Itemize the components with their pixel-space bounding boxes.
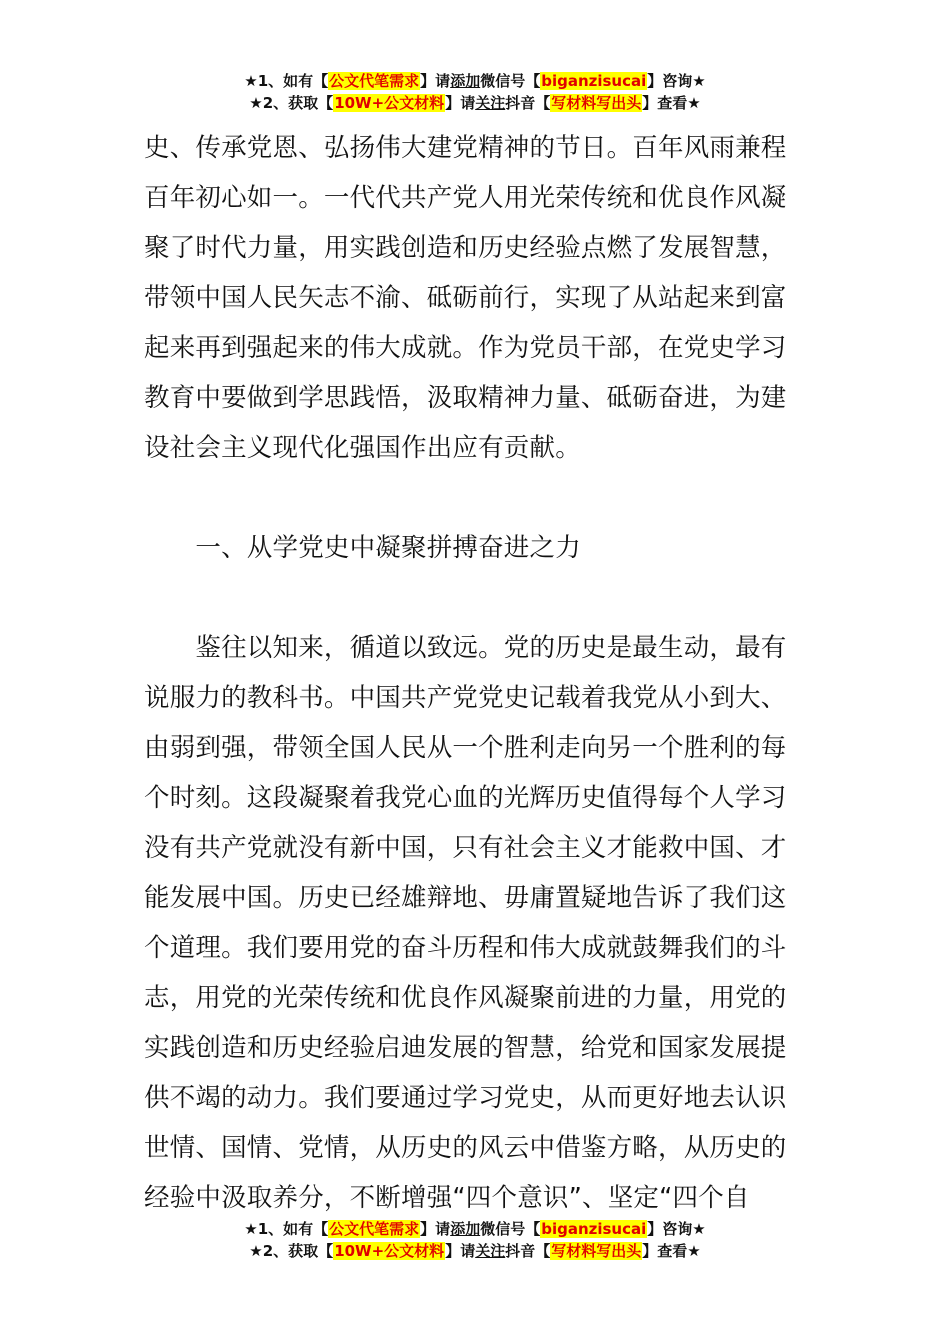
paragraph-line: 鉴往以知来，循道以致远。党的历史是最生动，最有 — [144, 633, 787, 663]
footer-line-1 — [0, 1218, 950, 1240]
footer-line-1-text-2: 微信号【 — [480, 1220, 541, 1238]
paragraph-line: 供不竭的动力。我们要通过学习党史，从而更好地去认识 — [144, 1083, 787, 1113]
header-line-1-underlined: 添加 — [450, 72, 481, 90]
paragraph-2 — [144, 623, 814, 1223]
header-line-1-prefix: ★1、如有【 — [244, 72, 329, 90]
footer-line-1-text: 】请 — [420, 1220, 451, 1238]
header-line-2-underlined: 关注 — [475, 94, 506, 112]
paragraph-line: 实践创造和历史经验启迪发展的智慧，给党和国家发展提 — [144, 1033, 787, 1063]
highlight-wechat-id: biganzisucai — [541, 1220, 647, 1238]
highlight-douyin-account: 写材料写出头 — [551, 94, 642, 112]
paragraph-1 — [144, 123, 814, 473]
footer-line-1-suffix: 】咨询★ — [647, 1220, 706, 1238]
paragraph-line: 由弱到强，带领全国人民从一个胜利走向另一个胜利的每 — [144, 733, 787, 763]
document-body — [144, 123, 814, 1223]
header-line-1-suffix: 】咨询★ — [647, 72, 706, 90]
header-banner — [0, 70, 950, 114]
header-line-2-text: 】请 — [445, 94, 476, 112]
paragraph-line: 世情、国情、党情，从历史的风云中借鉴方略，从历史的 — [144, 1133, 787, 1163]
highlight-materials: 10W+公文材料 — [334, 1242, 445, 1260]
paragraph-line: 能发展中国。历史已经雄辩地、毋庸置疑地告诉了我们这 — [144, 883, 787, 913]
footer-line-2-prefix: ★2、获取【 — [249, 1242, 334, 1260]
highlight-materials: 10W+公文材料 — [334, 94, 445, 112]
paragraph-line: 起来再到强起来的伟大成就。作为党员干部，在党史学习 — [144, 333, 787, 363]
highlight-service-request: 公文代笔需求 — [329, 1220, 420, 1238]
header-line-2-prefix: ★2、获取【 — [249, 94, 334, 112]
paragraph-line: 经验中汲取养分，不断增强“四个意识”、坚定“四个自 — [144, 1183, 750, 1213]
highlight-douyin-account: 写材料写出头 — [551, 1242, 642, 1260]
footer-line-2-suffix: 】查看★ — [642, 1242, 701, 1260]
footer-line-2 — [0, 1240, 950, 1262]
header-line-1-text: 】请 — [420, 72, 451, 90]
highlight-wechat-id: biganzisucai — [541, 72, 647, 90]
paragraph-line: 百年初心如一。一代代共产党人用光荣传统和优良作风凝 — [144, 183, 787, 213]
header-line-2-suffix: 】查看★ — [642, 94, 701, 112]
paragraph-line: 个时刻。这段凝聚着我党心血的光辉历史值得每个人学习 — [144, 783, 787, 813]
footer-line-2-underlined: 关注 — [475, 1242, 506, 1260]
header-line-2-text-2: 抖音【 — [505, 94, 551, 112]
footer-line-1-underlined: 添加 — [450, 1220, 481, 1238]
blank-line — [144, 573, 814, 623]
section-heading: 一、从学党史中凝聚拼搏奋进之力 — [144, 533, 581, 563]
paragraph-line: 聚了时代力量，用实践创造和历史经验点燃了发展智慧， — [144, 233, 787, 263]
paragraph-line: 教育中要做到学思践悟，汲取精神力量、砥砺奋进，为建 — [144, 383, 787, 413]
header-line-1 — [0, 70, 950, 92]
paragraph-line: 设社会主义现代化强国作出应有贡献。 — [144, 433, 581, 463]
paragraph-line: 志，用党的光荣传统和优良作风凝聚前进的力量，用党的 — [144, 983, 787, 1013]
highlight-service-request: 公文代笔需求 — [329, 72, 420, 90]
header-line-2 — [0, 92, 950, 114]
blank-line — [144, 473, 814, 523]
footer-banner — [0, 1218, 950, 1262]
paragraph-line: 说服力的教科书。中国共产党党史记载着我党从小到大、 — [144, 683, 787, 713]
paragraph-line: 没有共产党就没有新中国，只有社会主义才能救中国、才 — [144, 833, 787, 863]
paragraph-line: 带领中国人民矢志不渝、砥砺前行，实现了从站起来到富 — [144, 283, 787, 313]
paragraph-line: 个道理。我们要用党的奋斗历程和伟大成就鼓舞我们的斗 — [144, 933, 787, 963]
header-line-1-text-2: 微信号【 — [480, 72, 541, 90]
paragraph-line: 史、传承党恩、弘扬伟大建党精神的节日。百年风雨兼程 — [144, 133, 787, 163]
footer-line-2-text-2: 抖音【 — [505, 1242, 551, 1260]
footer-line-2-text: 】请 — [445, 1242, 476, 1260]
footer-line-1-prefix: ★1、如有【 — [244, 1220, 329, 1238]
